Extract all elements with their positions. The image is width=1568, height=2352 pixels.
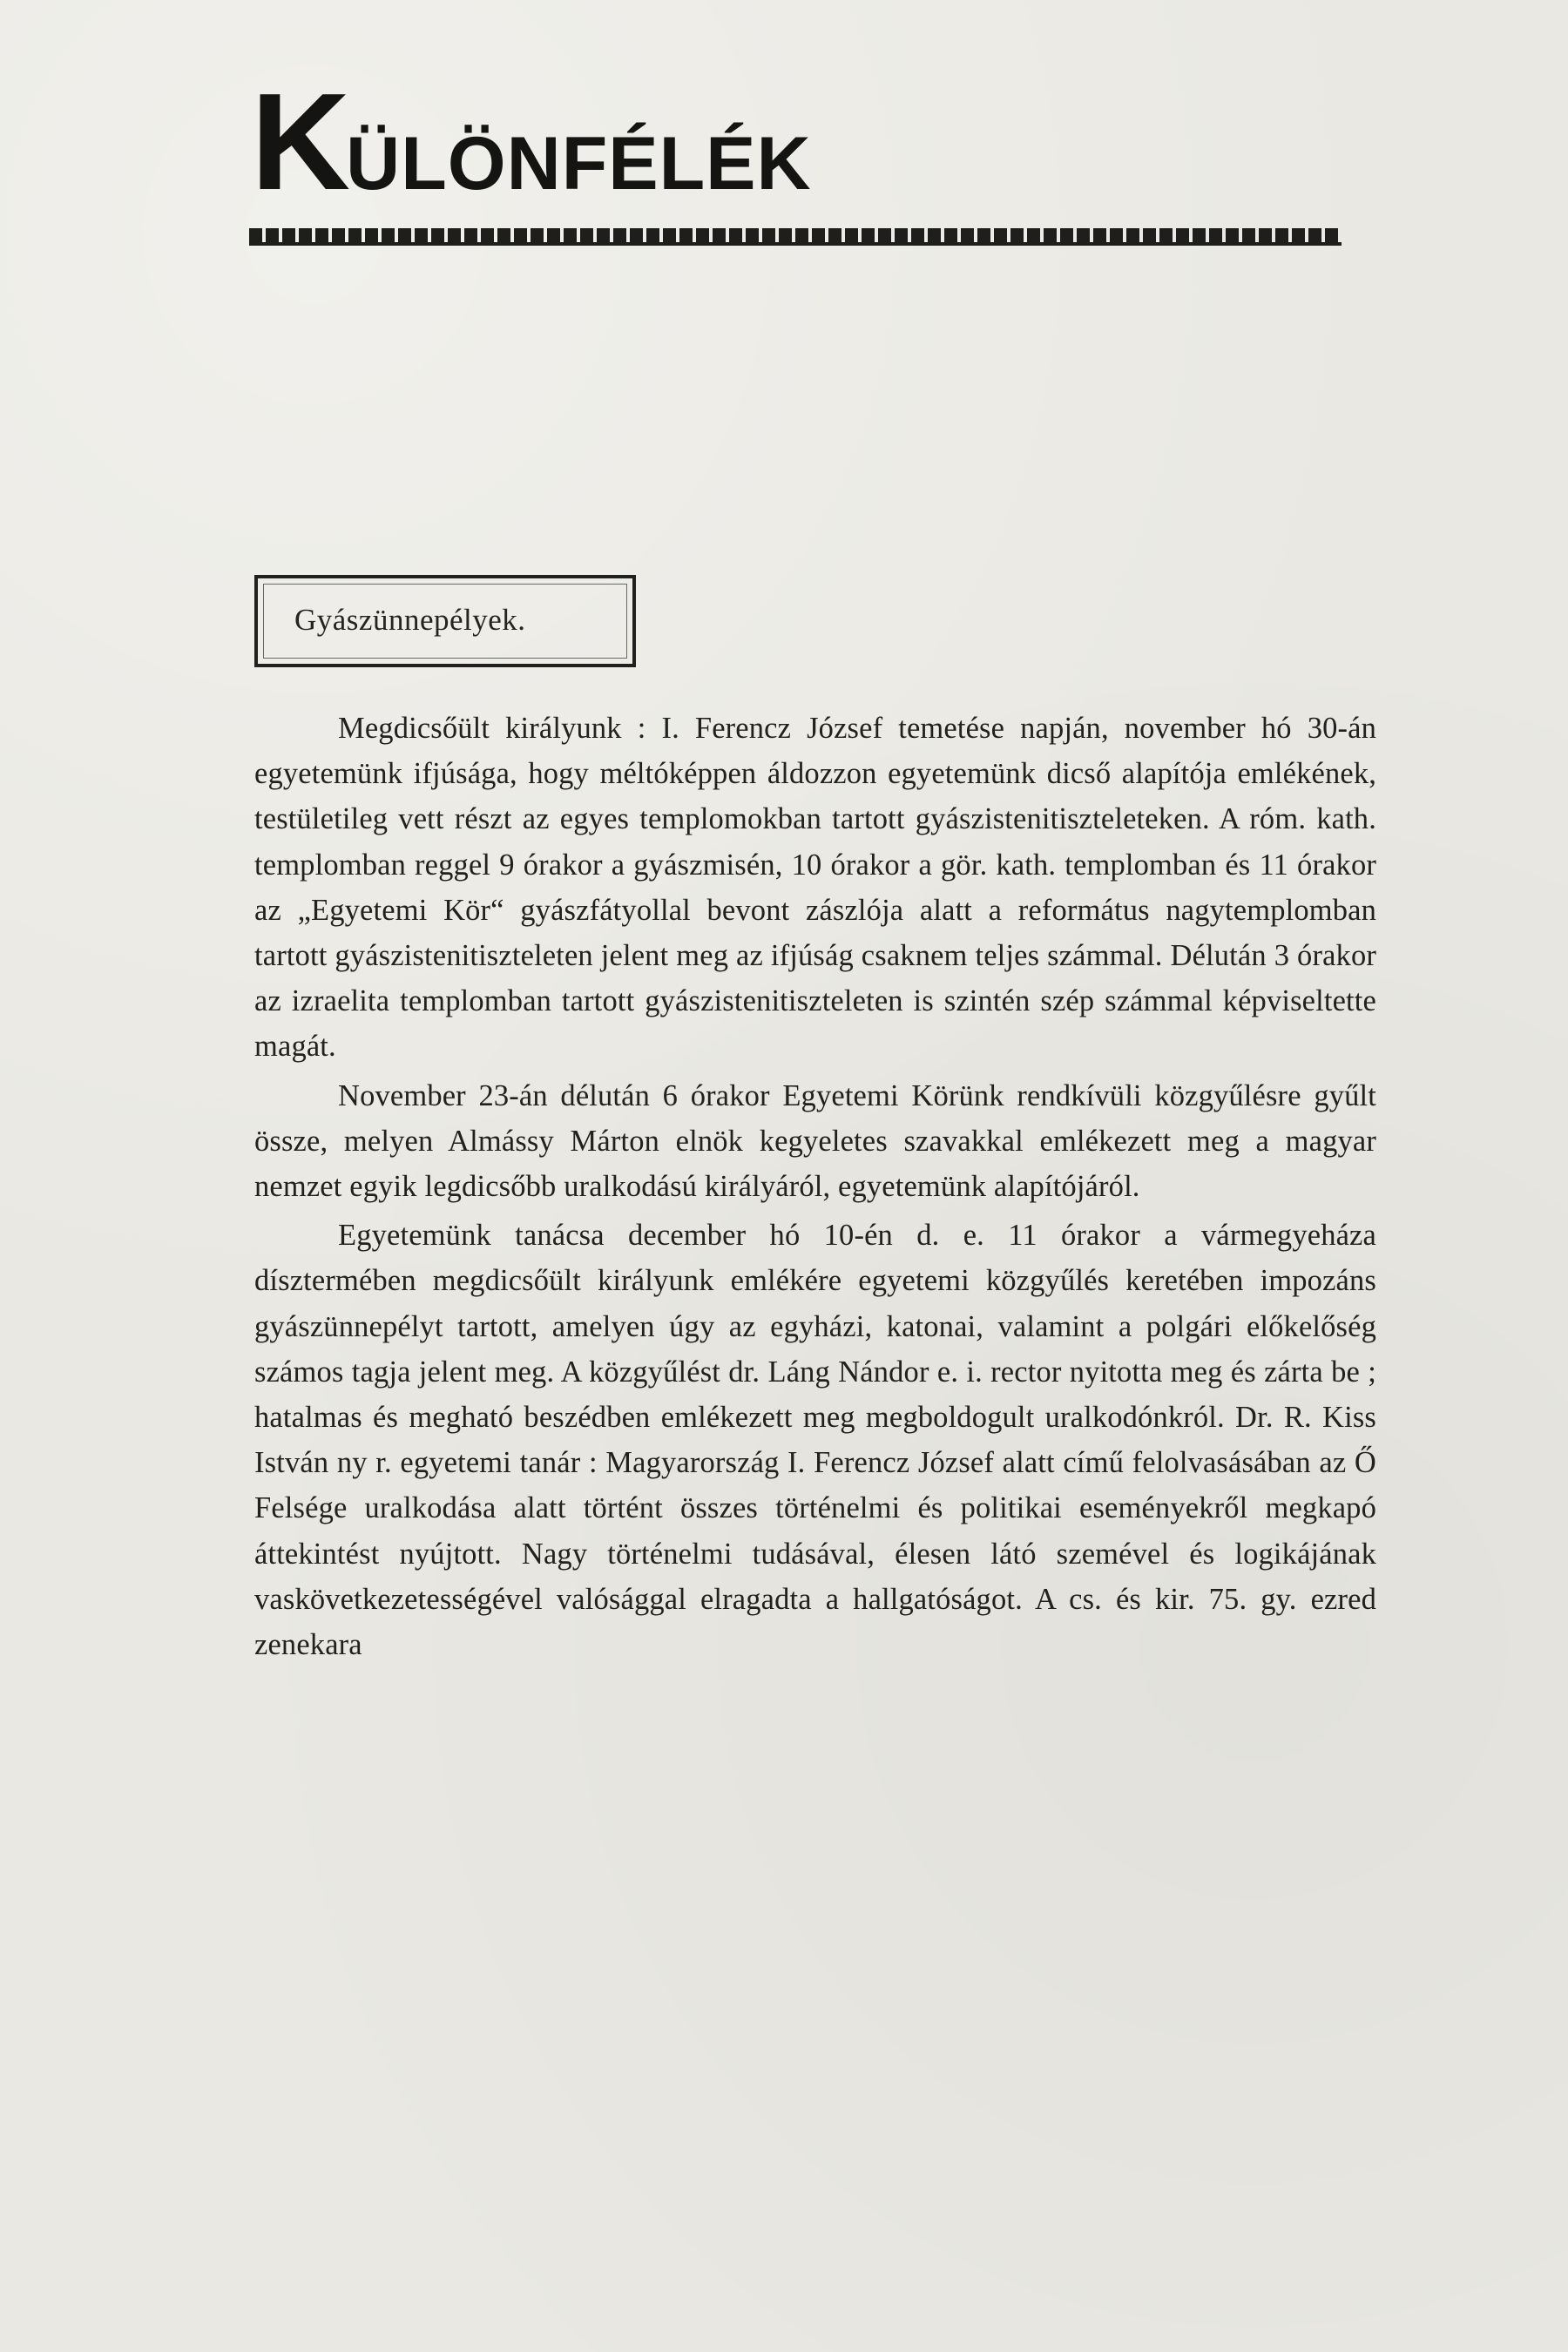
paragraph-2: November 23-án délután 6 órakor Egyetemi Körünk rendkívüli közgyűlésre gyűlt össze, melyen Almássy Márton elnök kegyeletes szavakkal emlékezett meg a magyar nemzet egyik legdicsőbb uralkodású királyáról, egyetemünk alapítójáról. [254, 1078, 1376, 1204]
article-body [254, 706, 1376, 1667]
section-title-box [254, 575, 636, 667]
title-rest: ÜLÖNFÉLÉK [346, 122, 812, 206]
page-title [251, 65, 812, 219]
paragraph-3: Egyetemünk tanácsa december hó 10-én d. e. 11 órakor a vármegyeháza dísztermében megdicsőült királyunk emlékére egyetemi közgyűlés keretében impozáns gyászünnepélyt tartott, amelyen úgy az egyházi, katonai, valamint a polgári előkelőség számos tagja jelent meg. A közgyűlést dr. Láng Nándor e. i. rector nyitotta meg és zárta be ; hatalmas és megható beszédben emlékezett meg megboldogult uralkodónkról. Dr. R. Kiss István ny r. egyetemi tanár : Magyarország I. Ferencz József alatt című felolvasásában az Ő Felsége uralkodása alatt történt összes történelmi és politikai eseményekről megkapó áttekintést nyújtott. Nagy történelmi tudásával, élesen látó szemével és logikájának vaskövetkezetességével valósággal elragadta a hallgatóságot. A cs. és kir. 75. gy. ezred zenekara [254, 1219, 1376, 1662]
title-initial: K [251, 65, 352, 219]
title-decorative-rule [249, 228, 1342, 242]
section-title: Gyászünnepélyek. [294, 603, 526, 637]
paragraph-1: Megdicsőült királyunk : I. Ferencz József temetése napján, november hó 30-án egyetemünk ifjúsága, hogy méltóképpen áldozzon egyetemünk dicső alapítója emlékének, testületileg vett részt az egyes templomokban tartott gyászistenitiszteleteken. A róm. kath. templomban reggel 9 órakor a gyászmisén, 10 órakor a gör. kath. templomban és 11 órakor az „Egyetemi Kör“ gyászfátyollal bevont zászlója alatt a református nagytemplomban tartott gyászistenitiszteleten jelent meg az ifjúság csaknem teljes számmal. Délután 3 órakor az izraelita templomban tartott gyászistenitiszteleten is szintén szép számmal képviseltette magát. [254, 712, 1376, 1064]
